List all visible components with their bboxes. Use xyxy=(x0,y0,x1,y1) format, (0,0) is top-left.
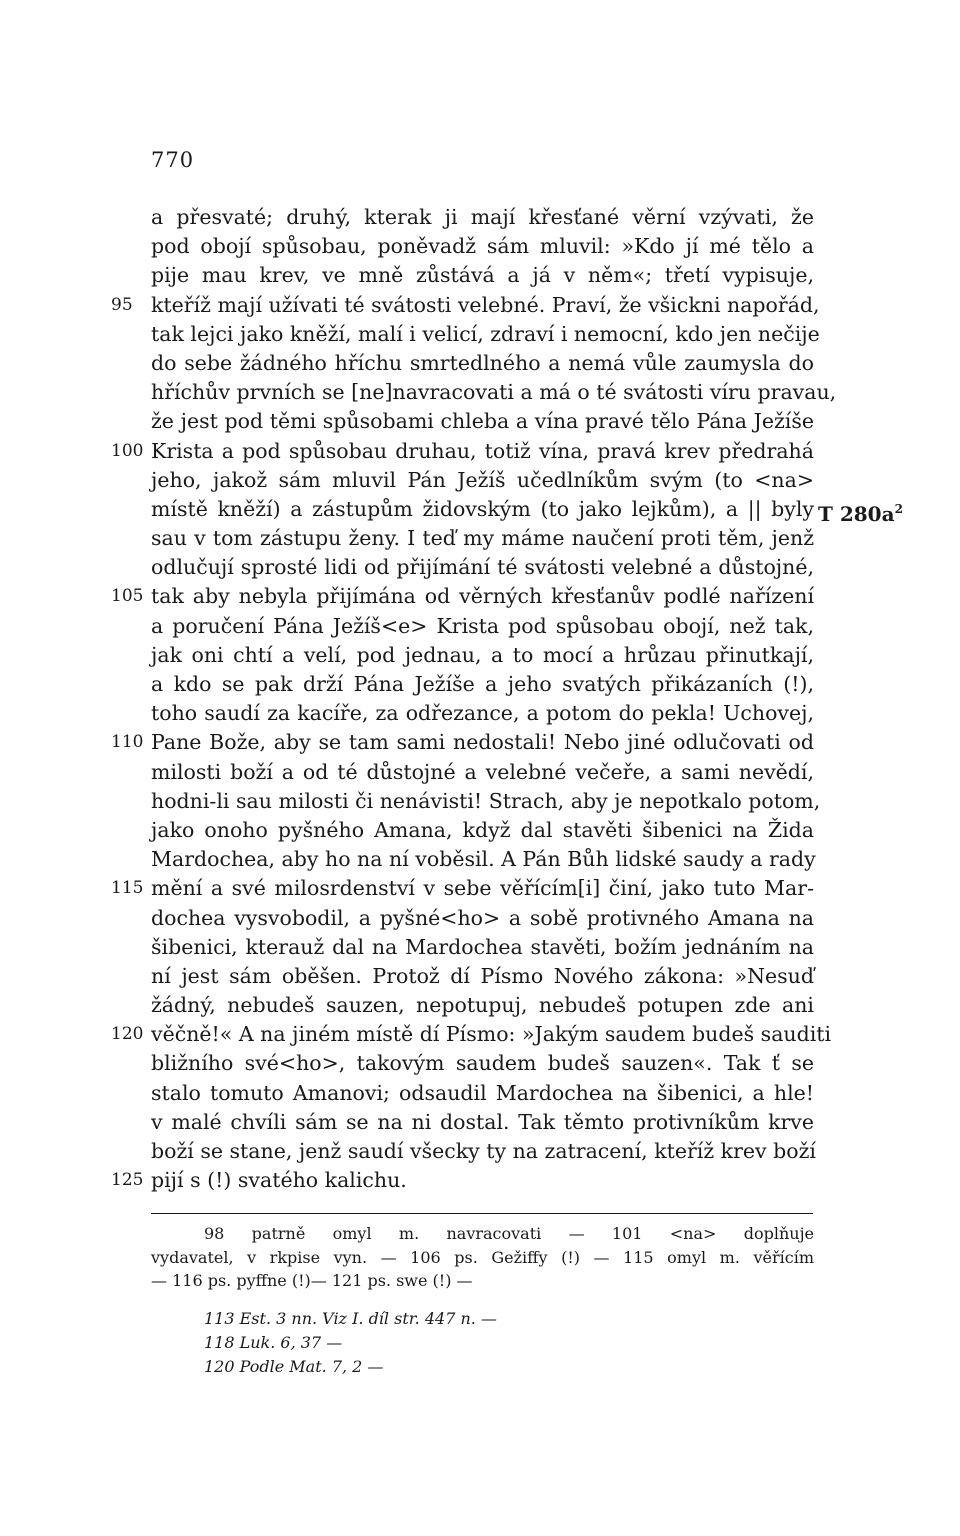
apparatus-line: 98 patrně omyl m. navracovati — 101 <na> doplňuje xyxy=(204,1224,814,1243)
line-text: mění a své milosrdenství v sebe věřícím[i] činí, jako tuto Mar- xyxy=(151,876,814,901)
text-line xyxy=(151,261,814,290)
text-line xyxy=(111,874,814,903)
line-text: jako onoho pyšného Amana, když dal stavěti šibenici na Žida xyxy=(151,817,814,842)
page-number: 770 xyxy=(151,148,195,172)
line-text: pijí s (!) svatého kalichu. xyxy=(151,1168,407,1193)
text-line xyxy=(151,1108,814,1137)
text-line xyxy=(151,232,814,261)
line-text: hříchův prvních se [ne]navracovati a má o té svátosti víru pravau, xyxy=(151,380,837,405)
line-number: 100 xyxy=(111,440,144,461)
line-text: odlučují sprosté lidi od přijímání té svátosti velebné a důstojné, xyxy=(151,555,814,580)
text-line xyxy=(151,962,814,991)
line-text: hodni-li sau milosti či nenávisti! Strach, aby je nepotkalo potom, xyxy=(151,788,821,813)
text-line xyxy=(151,612,814,641)
apparatus-line: vydavatel, v rkpise vyn. — 106 ps. Gežiffy (!) — 115 omyl m. věřícím xyxy=(151,1247,814,1267)
reference-line: 113 Est. 3 nn. Viz I. díl str. 447 n. — xyxy=(204,1309,497,1328)
text-line xyxy=(111,1020,832,1049)
footnote-divider xyxy=(151,1213,813,1214)
line-text: Krista a pod spůsobau druhau, totiž vína, pravá krev předrahá xyxy=(151,438,814,463)
line-number: 125 xyxy=(111,1170,144,1191)
text-line xyxy=(111,1166,814,1195)
text-line xyxy=(151,816,814,845)
text-line xyxy=(151,641,814,670)
line-number: 120 xyxy=(111,1024,144,1045)
text-line xyxy=(151,758,814,787)
text-line xyxy=(151,1137,814,1166)
line-text: a kdo se pak drží Pána Ježíše a jeho svatých přikázaních (!), xyxy=(151,672,814,696)
margin-reference xyxy=(818,495,903,529)
line-text: toho saudí za kacíře, za odřezance, a potom do pekla! Uchovej, xyxy=(151,701,814,726)
line-text: boží se stane, jenž saudí všecky ty na zatracení, kteříž krev boží xyxy=(151,1139,816,1163)
line-text: bližního své<ho>, takovým saudem budeš sauzen«. Tak ť se xyxy=(151,1051,814,1076)
text-line xyxy=(151,787,821,816)
text-line xyxy=(111,291,820,320)
line-text: kteříž mají užívati té svátosti velebné. Praví, že všickni napořád, xyxy=(151,292,820,317)
line-text: tak lejci jako kněží, malí i velicí, zdraví i nemocní, kdo jen nečije xyxy=(151,321,820,346)
line-text: Mardochea, aby ho na ní voběsil. A Pán Bůh lidské saudy a rady xyxy=(151,847,816,872)
line-number: 105 xyxy=(111,586,144,607)
reference-line: 118 Luk. 6, 37 — xyxy=(204,1333,343,1352)
text-line xyxy=(111,728,814,757)
text-line xyxy=(151,1049,814,1078)
line-text: jeho, jakož sám mluvil Pán Ježíš učedlníkům svým (to <na> xyxy=(151,467,814,492)
line-text: žádný, nebudeš sauzen, nepotupuj, nebudeš potupen zde ani xyxy=(151,993,814,1018)
line-text: v malé chvíli sám se na ni dostal. Tak těmto protivníkům krve xyxy=(151,1109,814,1134)
text-line xyxy=(151,320,820,349)
line-text: pod obojí spůsobau, poněvadž sám mluvil: »Kdo jí mé tělo a xyxy=(151,234,814,259)
margin-reference-label: T 280a xyxy=(818,501,895,526)
text-line xyxy=(151,349,814,378)
text-line xyxy=(151,670,814,699)
line-text: sau v tom zástupu ženy. I teď my máme naučení proti těm, jenž xyxy=(151,526,814,551)
line-text: Pane Bože, aby se tam sami nedostali! Nebo jiné odlučovati od xyxy=(151,730,814,755)
text-line xyxy=(151,495,903,526)
text-line xyxy=(151,203,814,232)
line-number: 115 xyxy=(111,878,144,899)
text-line xyxy=(151,407,814,436)
critical-apparatus xyxy=(151,1222,814,1293)
line-text: věčně!« A na jiném místě dí Písmo: »Jakým saudem budeš sauditi xyxy=(151,1022,832,1047)
line-text: šibenici, kterauž dal na Mardochea stavěti, božím jednáním na xyxy=(151,934,814,959)
line-text: do sebe žádného hříchu smrtedlného a nemá vůle zaumysla do xyxy=(151,350,814,375)
line-text: stalo tomuto Amanovi; odsaudil Mardochea na šibenici, a hle! xyxy=(151,1080,814,1105)
text-line xyxy=(151,904,814,933)
line-text: tak aby nebyla přijímána od věrných křesťanův podlé nařízení xyxy=(151,584,814,609)
source-references xyxy=(204,1307,704,1379)
text-line xyxy=(151,845,814,874)
text-line xyxy=(151,991,814,1020)
line-text: ní jest sám oběšen. Protož dí Písmo Nového zákona: »Nesuď xyxy=(151,963,814,988)
line-text: pije mau krev, ve mně zůstává a já v něm«; třetí vypisuje, xyxy=(151,263,814,288)
apparatus-line: — 116 ps. pyffne (!)— 121 ps. swe (!) — xyxy=(151,1271,473,1290)
line-number: 95 xyxy=(111,294,133,315)
text-line xyxy=(151,378,837,407)
line-text: a poručení Pána Ježíš<e> Krista pod spůsobau obojí, než tak, xyxy=(151,613,814,638)
text-line xyxy=(111,437,814,466)
line-text: a přesvaté; druhý, kterak ji mají křesťané věrní vzývati, že xyxy=(151,205,814,229)
line-text: jak oni chtí a velí, pod jednau, a to mocí a hrůzau přinutkají, xyxy=(151,642,814,667)
text-line xyxy=(151,553,814,582)
reference-line: 120 Podle Mat. 7, 2 — xyxy=(204,1357,384,1376)
line-text: že jest pod těmi spůsobami chleba a vína pravé tělo Pána Ježíše xyxy=(151,409,814,434)
line-text: místě kněží) a zástupům židovským (to jako lejkům), a || byly xyxy=(151,496,814,521)
main-text xyxy=(111,203,903,1195)
text-line xyxy=(151,933,814,962)
line-text: dochea vysvobodil, a pyšné<ho> a sobě protivného Amana na xyxy=(151,905,814,930)
line-number: 110 xyxy=(111,732,144,753)
text-line xyxy=(151,699,814,728)
line-text: milosti boží a od té důstojné a velebné večeře, a sami nevědí, xyxy=(151,759,814,784)
text-line xyxy=(151,466,814,495)
margin-reference-sup: 2 xyxy=(894,501,903,516)
text-line xyxy=(151,1079,814,1108)
text-line xyxy=(151,524,814,553)
text-line xyxy=(111,582,814,611)
